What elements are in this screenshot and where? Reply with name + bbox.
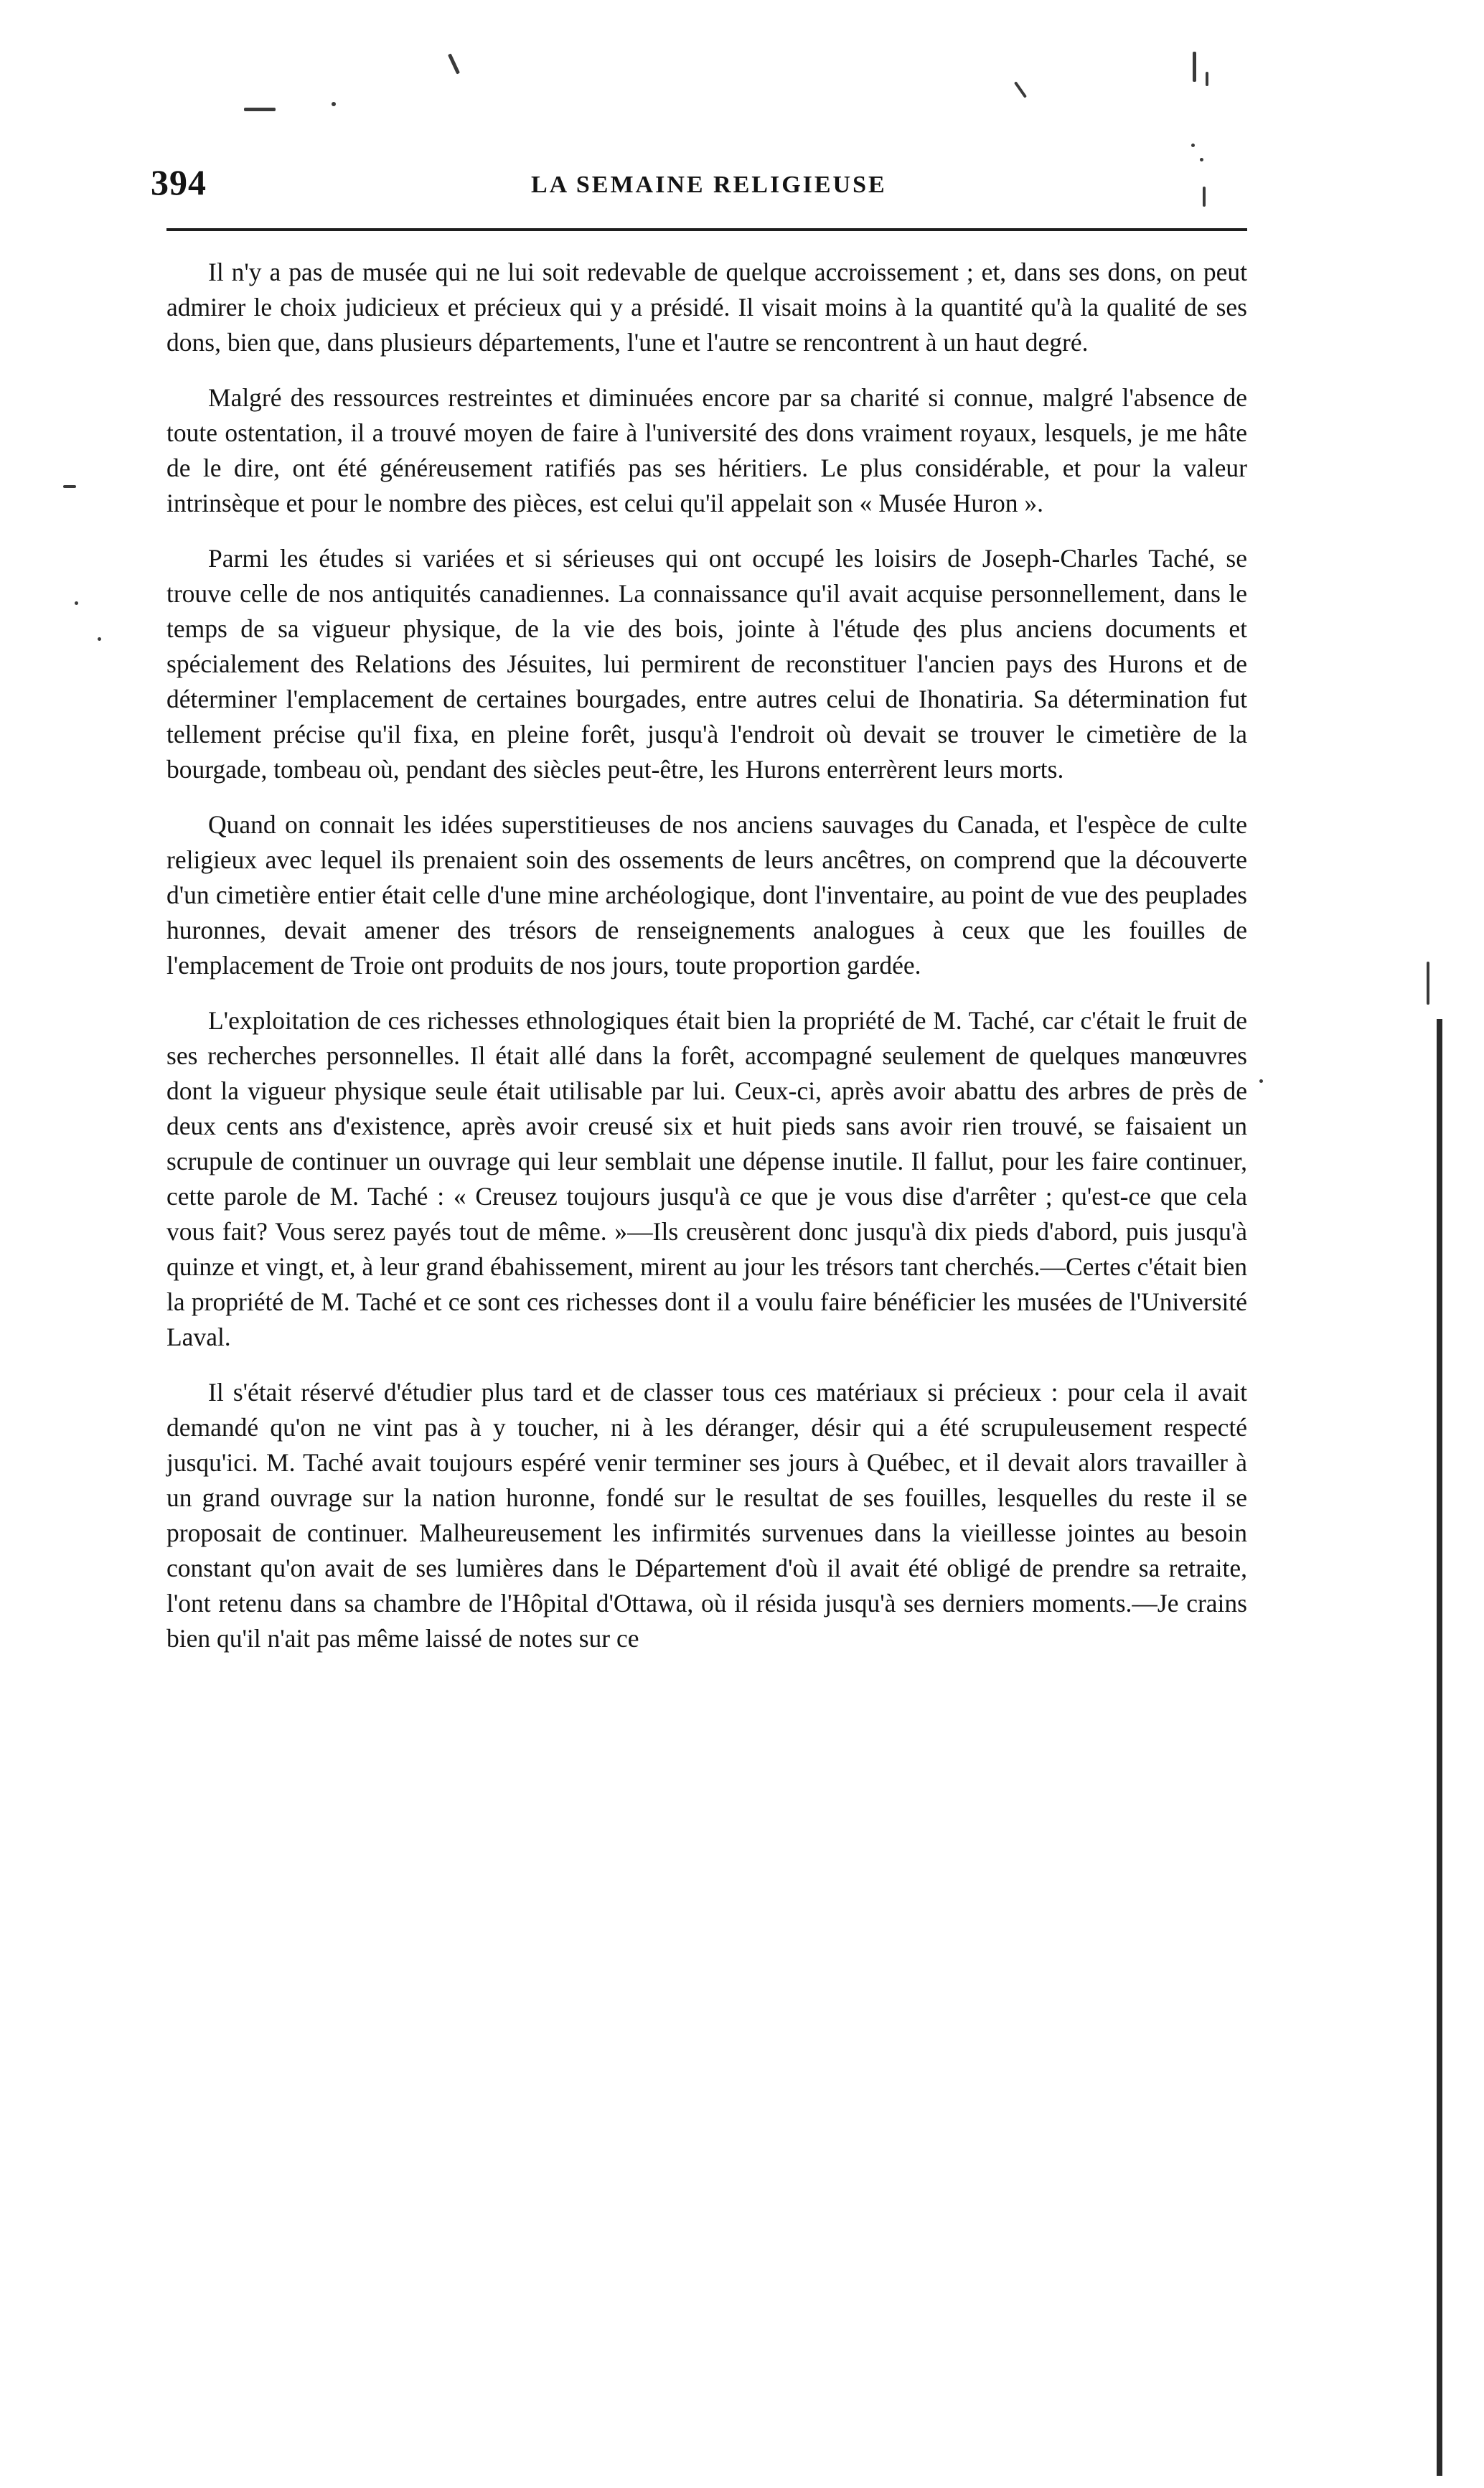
page-header bbox=[151, 161, 1249, 212]
scan-mark bbox=[1427, 962, 1429, 1005]
scan-mark bbox=[75, 601, 78, 605]
article-body bbox=[166, 255, 1247, 1676]
paragraph: Parmi les études si variées et si sérieuses qui ont occupé les loisirs de Joseph-Charles Taché, se trouve celle de nos antiquités canadiennes. La connaissance qu'il avait acquise personnellement, dans le temps de sa vigueur physique, de la vie des bois, jointe à l'étude des plus anciens documents et spécialement des Relations des Jésuites, lui permirent de reconstituer l'ancien pays des Hurons et de déterminer l'emplacement de certaines bourgades, entre autres celui de Ihonatiria. Sa détermination fut tellement précise qu'il fixa, en pleine forêt, jusqu'à l'endroit où devait se trouver le cimetière de la bourgade, tombeau où, pendant des siècles peut-être, les Hurons enterrèrent leurs morts. bbox=[166, 544, 1247, 784]
scan-mark bbox=[332, 102, 336, 106]
paragraph: Il n'y a pas de musée qui ne lui soit redevable de quelque accroissement ; et, dans ses dons, on peut admirer le choix judicieux et précieux qui y a présidé. Il visait moins à la quantité qu'à la qualité de ses dons, bien que, dans plusieurs départements, l'une et l'autre se rencontrent à un haut degré. bbox=[166, 258, 1247, 357]
scan-mark bbox=[244, 108, 276, 111]
paragraph: Il s'était réservé d'étudier plus tard et de classer tous ces matériaux si précieux : pour cela il avait demandé qu'on ne vint pas à y toucher, ni à les déranger, désir qui a été scrupuleusement respecté jusqu'ici. M. Taché avait toujours espéré venir terminer ses jours à Québec, et il devait alors travailler à un grand ouvrage sur la nation huronne, fondé sur le resultat de ses fouilles, lesquelles du reste il se proposait de continuer. Malheureusement les infirmités survenues dans la vieillesse jointes au besoin constant qu'on avait de ses lumières dans le Département d'où il avait été obligé de prendre sa retraite, l'ont retenu dans sa chambre de l'Hôpital d'Ottawa, où il résida jusqu'à ses derniers moments.—Je crains bien qu'il n'ait pas même laissé de notes sur ce bbox=[166, 1378, 1247, 1653]
page-number: 394 bbox=[151, 162, 207, 202]
scan-mark bbox=[448, 53, 460, 74]
scan-mark bbox=[1206, 72, 1208, 86]
paragraph: L'exploitation de ces richesses ethnologiques était bien la propriété de M. Taché, car c'était le fruit de ses recherches personnelles. Il était allé dans la forêt, accompagné seulement de quelques manœuvres dont la vigueur physique seule était utilisable par lui. Ceux-ci, après avoir abattu des arbres de près de deux cents ans d'existence, après avoir creusé six et huit pieds sans avoir rien trouvé, se faisaient un scrupule de continuer un ouvrage qui leur semblait une dépense inutile. Il fallut, pour les faire continuer, cette parole de M. Taché : « Creusez toujours jusqu'à ce que je vous dise d'arrêter ; qu'est-ce que cela vous fait? Vous serez payés tout de même. »—Ils creusèrent donc jusqu'à dix pieds d'abord, puis jusqu'à quinze et vingt, et, à leur grand ébahissement, mirent au jour les trésors tant cherchés.—Certes c'était bien la propriété de M. Taché et ce sont ces richesses dont il a voulu faire bénéficier les musées de l'Université Laval. bbox=[166, 1006, 1247, 1351]
scan-mark bbox=[63, 485, 76, 488]
scan-edge-bar bbox=[1437, 1019, 1442, 2476]
scan-mark bbox=[1191, 144, 1195, 147]
scan-mark bbox=[1014, 81, 1027, 98]
scan-mark bbox=[1259, 1079, 1263, 1083]
scan-mark bbox=[1193, 52, 1196, 82]
header-rule bbox=[166, 228, 1247, 231]
scan-mark bbox=[98, 637, 101, 641]
paragraph: Quand on connait les idées superstitieuses de nos anciens sauvages du Canada, et l'espèce de culte religieux avec lequel ils prenaient soin des ossements de leurs ancêtres, on comprend que la découverte d'un cimetière entier était celle d'une mine archéologique, dont l'inventaire, au point de vue des peuplades huronnes, devait amener des trésors de renseignements analogues à ceux que les fouilles de l'emplacement de Troie ont produits de nos jours, toute proportion gardée. bbox=[166, 810, 1247, 980]
paragraph: Malgré des ressources restreintes et diminuées encore par sa charité si connue, malgré l'absence de toute ostentation, il a trouvé moyen de faire à l'université des dons vraiment royaux, lesquels, je me hâte de le dire, ont été généreusement ratifiés pas ses héritiers. Le plus considérable, et pour la valeur intrinsèque et pour le nombre des pièces, est celui qu'il appelait son « Musée Huron ». bbox=[166, 383, 1247, 517]
running-title: LA SEMAINE RELIGIEUSE bbox=[531, 172, 887, 198]
